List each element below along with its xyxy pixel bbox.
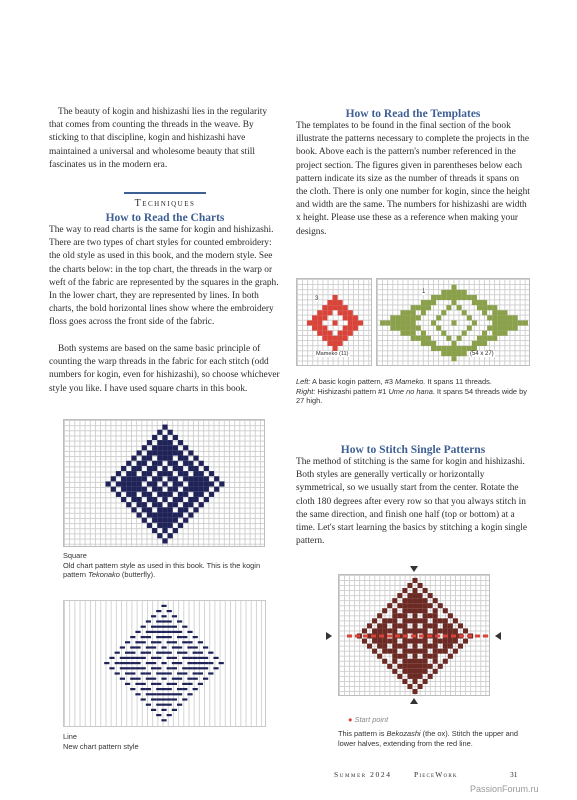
bekozashi-chart xyxy=(338,574,490,696)
stitch-heading: How to Stitch Single Patterns xyxy=(340,444,486,456)
templates-caption xyxy=(296,377,532,406)
ume-number: 1 xyxy=(422,289,426,295)
mameko-label: Mameko (11) xyxy=(316,351,349,357)
square-caption-title: Square xyxy=(63,551,87,560)
templates-caption-left: Left: A basic kogin pattern, #3 Mameko. It spans 11 threads. xyxy=(296,377,492,386)
intro-paragraph: The beauty of kogin and hishizashi lies in the regularity that comes from counting the threads in the weave. By sticking to that discipline, kogin and hishizashi have maintained a universal and wholesome beauty that still fascinates us in the modern era. xyxy=(49,107,268,170)
bekozashi-arrow-bottom xyxy=(410,698,418,704)
section-label: Techniques xyxy=(134,198,196,209)
square-caption xyxy=(63,551,273,580)
line-style-pattern xyxy=(64,601,265,726)
bekozashi-arrow-top xyxy=(410,566,418,572)
footer-magazine: PieceWork xyxy=(414,770,458,779)
ume-label: (54 x 27) xyxy=(470,351,494,357)
ume-no-hana-pattern xyxy=(377,279,531,367)
section-rule xyxy=(124,192,206,194)
stitch-caption: This pattern is Bekozashi (the ox). Stitch the upper and lower halves, extending from the red line. xyxy=(338,729,518,748)
watermark: PassionForum.ru xyxy=(470,784,539,794)
footer-page-number: 31 xyxy=(510,770,518,779)
tekonako-pattern xyxy=(64,420,266,548)
start-point-dot: ● xyxy=(348,715,353,724)
footer-issue: Summer 2024 xyxy=(334,770,392,779)
line-caption xyxy=(63,732,273,751)
line-caption-title: Line xyxy=(63,732,77,741)
charts-paragraph-1: The way to read charts is the same for kogin and hishizashi. There are two types of chart styles for counted embroidery: the old style as used in this book, and the modern style. See the charts below: in the top chart, the threads in the warp or weft of the fabric are represented by the squares in the graph. In the lower chart, they are represented by lines. In both charts, the bold horizontal lines show where the embroidery floss goes across the front side of the fabric. xyxy=(49,225,279,328)
bekozashi-arrow-right xyxy=(495,632,501,640)
ume-no-hana-template xyxy=(376,278,530,366)
line-chart xyxy=(63,600,266,727)
mameko-template xyxy=(296,278,372,366)
charts-heading: How to Read the Charts xyxy=(105,212,225,224)
bekozashi-arrow-left xyxy=(326,632,332,640)
mameko-number: 3 xyxy=(315,296,319,302)
templates-caption-right: Right: Hishizashi pattern #1 Ume no hana. It spans 54 threads wide by 27 high. xyxy=(296,386,527,406)
square-chart xyxy=(63,419,265,547)
start-point-label: ● Start point xyxy=(348,715,389,724)
line-caption-text: New chart pattern style xyxy=(63,741,139,751)
templates-heading: How to Read the Templates xyxy=(345,108,481,120)
square-caption-text: Old chart pattern style as used in this book. This is the kogin pattern Tekonako (butterfly). xyxy=(63,560,261,580)
bekozashi-pattern xyxy=(339,575,491,697)
stitch-paragraph: The method of stitching is the same for kogin and hishizashi. Both styles are generally vertically or horizontally symmetrical, so we usually start from the center. Rotate the cloth 180 degrees after every row so that you always stitch in the same direction, and finish one half (top or bottom) at a time. Let's start learning the basics by stitching a kogin single pattern. xyxy=(296,457,528,547)
templates-paragraph: The templates to be found in the final section of the book illustrate the patterns necessary to complete the projects in the book. Above each is the pattern's number referenced in the project section. The figures given in parentheses below each pattern indicate its size as the number of threads it spans on the cloth. There is only one number for kogin, since the height and width are the same. The numbers for hishizashi are width x height. Please use these as a reference when making your designs. xyxy=(296,121,530,237)
charts-paragraph-2: Both systems are based on the same basic principle of counting the warp threads in the fabric for each stitch (odd numbers for kogin, even for hishizashi), so choose whichever style you like. I have used square charts in this book. xyxy=(49,344,280,394)
